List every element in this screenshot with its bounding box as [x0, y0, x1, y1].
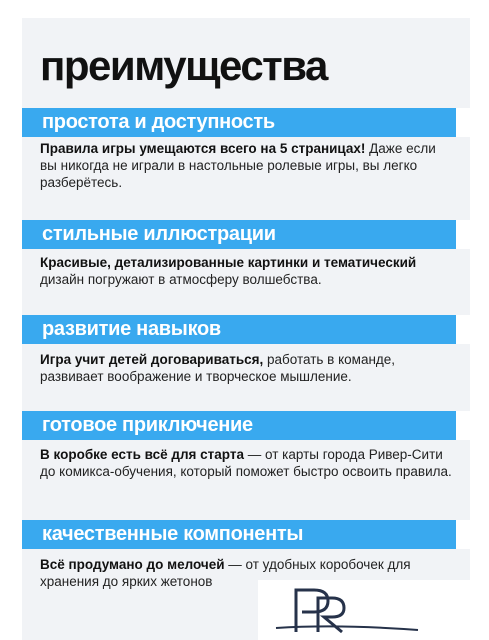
section-heading-band-2	[22, 220, 470, 249]
section-heading: развитие навыков	[42, 318, 221, 340]
band-edge	[456, 520, 470, 549]
section-bold-text: Правила игры умещаются всего на 5 страницах!	[40, 141, 366, 156]
section-heading: простота и доступность	[42, 111, 275, 133]
section-bold-text: В коробке есть всё для старта	[40, 447, 244, 462]
section-heading: качественные компоненты	[42, 523, 304, 545]
page-title: преимущества	[40, 42, 327, 89]
band-edge	[456, 315, 470, 344]
section-text: — от удобных коробочек для хранения до ярких жетонов	[40, 557, 411, 589]
section-text: — от карты города Ривер-Сити до комикса-обучения, который поможет быстро освоить правила.	[40, 447, 452, 479]
section-heading: стильные иллюстрации	[42, 223, 276, 245]
band-edge	[456, 411, 470, 440]
section-heading-band-4	[22, 411, 470, 440]
section-description-1	[40, 140, 452, 191]
section-bold-text: Красивые, детализированные картинки и тематический	[40, 255, 417, 270]
section-description-4	[40, 446, 452, 480]
section-description-2	[40, 254, 452, 288]
section-heading-band-1	[22, 108, 470, 137]
section-heading-band-5	[22, 520, 470, 549]
section-bold-text: Игра учит детей договариваться,	[40, 352, 264, 367]
section-description-3	[40, 351, 452, 385]
section-text: дизайн погружают в атмосферу волшебства.	[40, 272, 322, 287]
band-edge	[456, 220, 470, 249]
section-text: Даже если вы никогда не играли в настольные ролевые игры, вы легко разберётесь.	[40, 141, 436, 190]
brand-logo	[258, 580, 489, 640]
section-heading-band-3	[22, 315, 470, 344]
section-bold-text: Всё продумано до мелочей	[40, 557, 225, 572]
pr-monogram-logo-icon	[258, 580, 489, 640]
band-edge	[456, 108, 470, 137]
section-heading: готовое приключение	[42, 414, 253, 436]
section-text: работать в команде, развивает воображение и творческое мышление.	[40, 352, 396, 384]
